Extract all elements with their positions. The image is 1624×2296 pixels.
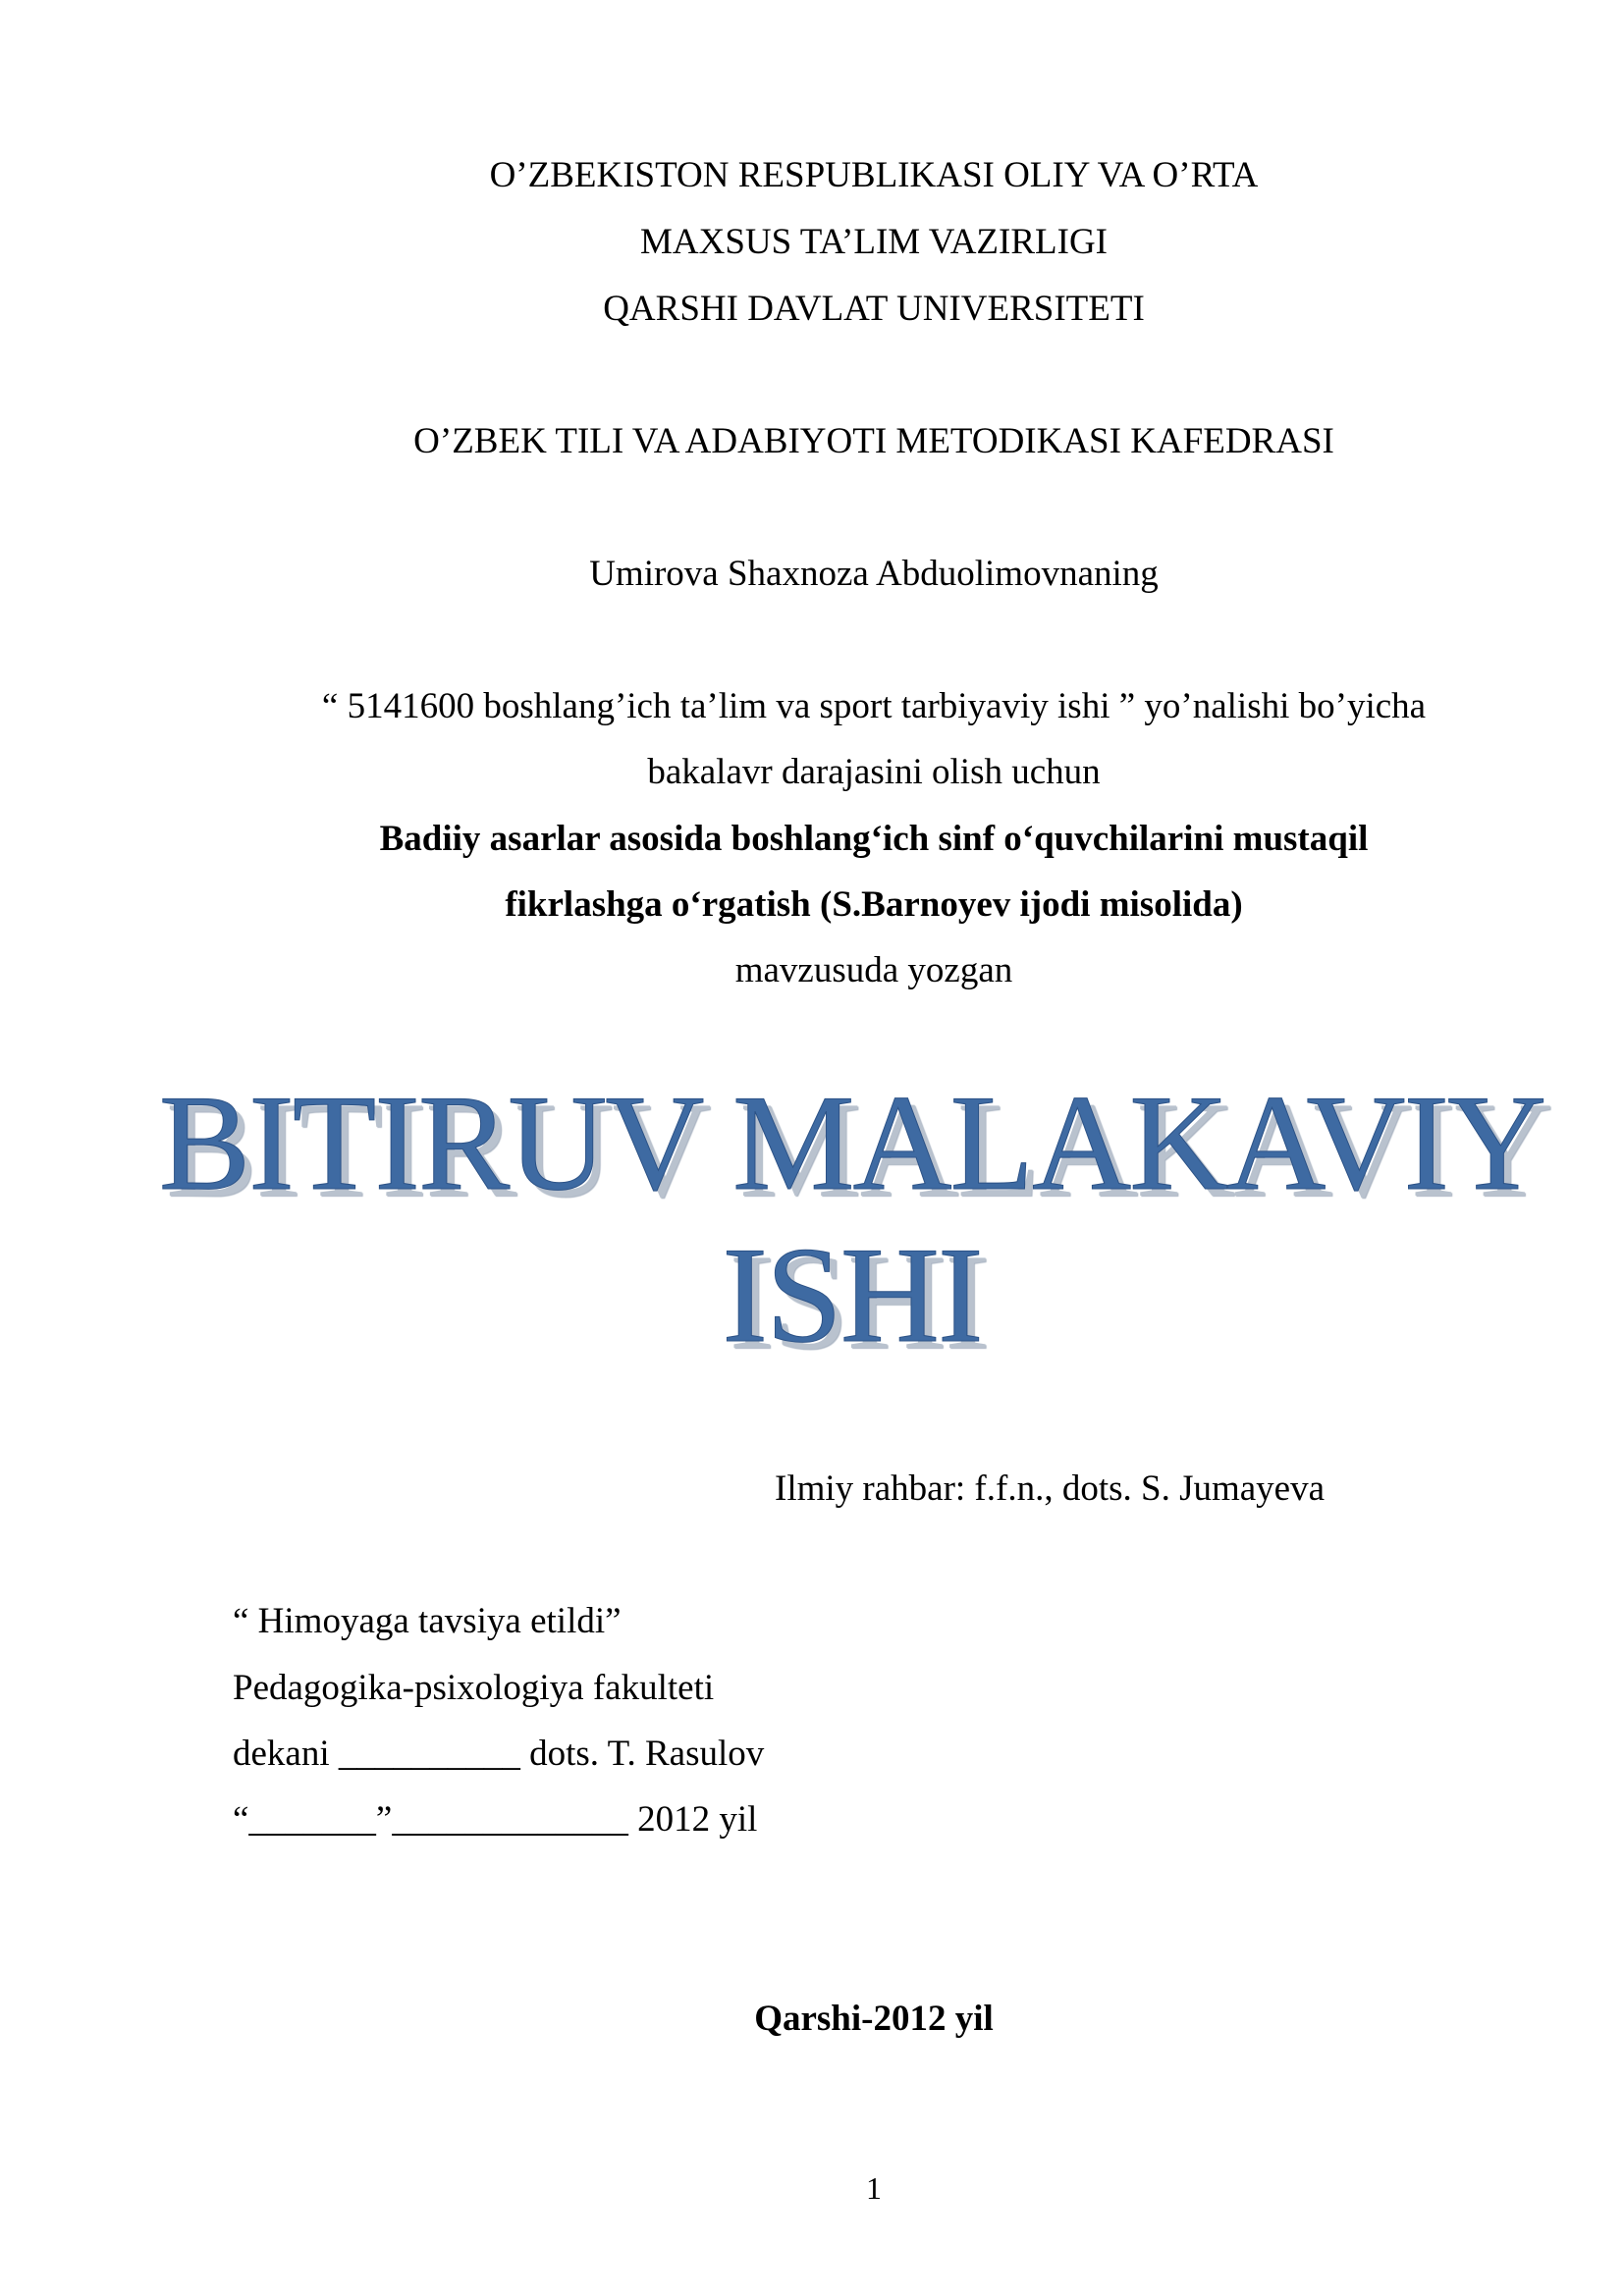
ministry-line-1: O’ZBEKISTON RESPUBLIKASI OLIY VA O’RTA [489, 155, 1259, 195]
specialty-line-1: “ 5141600 boshlang’ich ta’lim va sport tarbiyaviy ishi ” yo’nalishi bo’yicha [321, 686, 1427, 726]
approval-line-3: dekani __________ dots. T. Rasulov [233, 1734, 765, 1774]
specialty-line-2: bakalavr darajasini olish uchun [647, 752, 1101, 792]
topic-suffix: mavzusuda yozgan [734, 950, 1013, 990]
university-name: QARSHI DAVLAT UNIVERSITETI [603, 289, 1145, 329]
approval-line-1: “ Himoyaga tavsiya etildi” [233, 1601, 622, 1641]
place-year: Qarshi-2012 yil [754, 1999, 994, 2039]
ministry-line-2: MAXSUS TA’LIM VAZIRLIGI [639, 222, 1108, 262]
approval-line-4: “_______”_____________ 2012 yil [233, 1799, 758, 1840]
topic-line-2: fikrlashga o‘rgatish (S.Barnoyev ijodi misolida) [505, 884, 1243, 925]
page-number: 1 [866, 2170, 882, 2206]
supervisor: Ilmiy rahbar: f.f.n., dots. S. Jumayeva [775, 1468, 1326, 1509]
document-title-line-1: BITIRUV MALAKAVIY [158, 1067, 1545, 1219]
department-name: O’ZBEK TILI VA ADABIYOTI METODIKASI KAFEDRASI [413, 421, 1334, 461]
topic-line-1: Badiiy asarlar asosida boshlang‘ich sinf o‘quvchilarini mustaqil [379, 819, 1369, 859]
author-name: Umirova Shaxnoza Abduolimovnaning [589, 554, 1159, 594]
approval-line-2: Pedagogika-psixologiya fakulteti [233, 1668, 715, 1708]
document-title-line-2: ISHI [722, 1219, 982, 1371]
